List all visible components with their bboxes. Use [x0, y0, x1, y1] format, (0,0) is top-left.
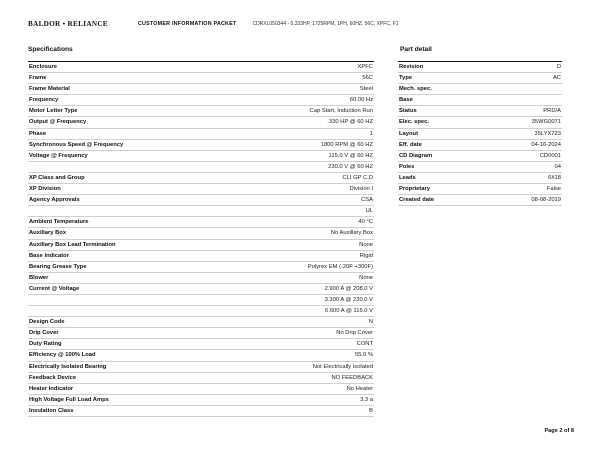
- row-value: Polyrex EM (-20F +300F): [232, 261, 374, 272]
- row-label: [28, 161, 232, 172]
- row-label: Blower: [28, 272, 232, 283]
- row-label: Drip Cover: [28, 328, 232, 339]
- table-row: [398, 106, 562, 117]
- row-value: UL: [232, 206, 374, 217]
- row-value: 55.0 %: [232, 350, 374, 361]
- page-number: Page 2 of 8: [544, 428, 574, 434]
- row-value: Steel: [232, 84, 374, 95]
- row-value: No Heater: [232, 383, 374, 394]
- row-label: Created date: [398, 195, 487, 206]
- row-label: Efficiency @ 100% Load: [28, 350, 232, 361]
- row-value: No Auxillary Box: [232, 228, 374, 239]
- row-label: Enclosure: [28, 62, 232, 73]
- table-row: [28, 339, 374, 350]
- table-row: [28, 84, 374, 95]
- row-label: CD Diagram: [398, 150, 487, 161]
- table-row: [28, 195, 374, 206]
- row-value: 04: [487, 161, 562, 172]
- row-value: None: [232, 272, 374, 283]
- row-value: XPFC: [232, 62, 374, 73]
- row-value: 3.300 A @ 230.0 V: [232, 294, 374, 305]
- table-row: [398, 184, 562, 195]
- table-row: [28, 228, 374, 239]
- row-value: 3.3 a: [232, 394, 374, 405]
- row-label: Base Indicator: [28, 250, 232, 261]
- row-value: Rigid: [232, 250, 374, 261]
- row-value: 6#18: [487, 172, 562, 183]
- row-label: Frame Material: [28, 84, 232, 95]
- row-value: 230.0 V @ 60 HZ: [232, 161, 374, 172]
- table-row: [28, 62, 374, 73]
- table-row: [28, 95, 374, 106]
- table-row: [398, 62, 562, 73]
- part-detail-table: [398, 61, 562, 206]
- row-label: Heater Indicator: [28, 383, 232, 394]
- document-subtitle: CDRXL050344 - 0.333HP, 1725RPM, 1PH, 60HZ, 56C, XPFC, F1: [252, 21, 399, 27]
- document-title: CUSTOMER INFORMATION PACKET: [137, 21, 237, 27]
- row-label: Synchronous Speed @ Frequency: [28, 139, 232, 150]
- row-value: 1800 RPM @ 60 HZ: [232, 139, 374, 150]
- row-label: Auxillary Box: [28, 228, 232, 239]
- row-label: Proprietary: [398, 184, 487, 195]
- part-detail-title: Part detail: [400, 46, 432, 53]
- row-label: Auxillary Box Lead Termination: [28, 239, 232, 250]
- table-row: [28, 306, 374, 317]
- table-row: [28, 294, 374, 305]
- row-label: Ambient Temperature: [28, 217, 232, 228]
- table-row: [398, 195, 562, 206]
- table-row: [28, 184, 374, 195]
- row-value: Cap Start, Induction Run: [232, 106, 374, 117]
- row-value: 40 °C: [232, 217, 374, 228]
- row-value: 1: [232, 128, 374, 139]
- specifications-table: [28, 61, 374, 417]
- row-value: PRD/A: [487, 106, 562, 117]
- row-label: Eff. date: [398, 139, 487, 150]
- table-row: [398, 139, 562, 150]
- table-row: [28, 361, 374, 372]
- row-label: Design Code: [28, 317, 232, 328]
- table-row: [28, 405, 374, 416]
- row-value: B: [232, 405, 374, 416]
- row-label: Mech. spec.: [398, 84, 487, 95]
- row-value: 08-08-2019: [487, 195, 562, 206]
- row-label: XP Class and Group: [28, 172, 232, 183]
- row-label: Leads: [398, 172, 487, 183]
- table-row: [28, 272, 374, 283]
- row-value: 35WG0071: [487, 117, 562, 128]
- row-value: 56C: [232, 73, 374, 84]
- table-row: [28, 383, 374, 394]
- row-value: CONT: [232, 339, 374, 350]
- row-label: Base: [398, 95, 487, 106]
- row-label: High Voltage Full Load Amps: [28, 394, 232, 405]
- row-value: [487, 84, 562, 95]
- row-value: 60.00 Hz: [232, 95, 374, 106]
- table-row: [398, 150, 562, 161]
- table-row: [398, 161, 562, 172]
- row-value: AC: [487, 73, 562, 84]
- row-label: Poles: [398, 161, 487, 172]
- page-header: [28, 18, 580, 30]
- row-value: False: [487, 184, 562, 195]
- table-row: [398, 172, 562, 183]
- row-value: 115.0 V @ 60 HZ: [232, 150, 374, 161]
- table-row: [28, 206, 374, 217]
- row-label: Bearing Grease Type: [28, 261, 232, 272]
- row-label: [28, 294, 232, 305]
- row-label: Current @ Voltage: [28, 283, 232, 294]
- table-row: [398, 95, 562, 106]
- row-label: Insulation Class: [28, 405, 232, 416]
- row-value: Not Electrically Isolated: [232, 361, 374, 372]
- table-row: [28, 250, 374, 261]
- row-label: Duty Rating: [28, 339, 232, 350]
- table-row: [398, 73, 562, 84]
- row-label: Motor Letter Type: [28, 106, 232, 117]
- table-row: [28, 150, 374, 161]
- row-value: N: [232, 317, 374, 328]
- row-value: None: [232, 239, 374, 250]
- row-value: D: [487, 62, 562, 73]
- table-row: [28, 283, 374, 294]
- table-row: [28, 161, 374, 172]
- row-label: Voltage @ Frequency: [28, 150, 232, 161]
- table-row: [28, 217, 374, 228]
- table-row: [28, 106, 374, 117]
- table-row: [28, 128, 374, 139]
- row-value: NO FEEDBACK: [232, 372, 374, 383]
- table-row: [28, 317, 374, 328]
- row-label: Elec. spec.: [398, 117, 487, 128]
- specifications-title: Specifications: [28, 46, 73, 53]
- table-row: [28, 139, 374, 150]
- row-label: XP Division: [28, 184, 232, 195]
- row-value: 04-16-2024: [487, 139, 562, 150]
- row-label: [28, 306, 232, 317]
- table-row: [398, 128, 562, 139]
- row-label: Agency Approvals: [28, 195, 232, 206]
- row-label: Phase: [28, 128, 232, 139]
- table-row: [28, 172, 374, 183]
- row-value: CSA: [232, 195, 374, 206]
- table-row: [28, 73, 374, 84]
- brand-logo: BALDOR • RELIANCE: [28, 20, 108, 28]
- row-label: [28, 206, 232, 217]
- row-label: Feedback Device: [28, 372, 232, 383]
- row-label: Type: [398, 73, 487, 84]
- table-row: [28, 117, 374, 128]
- row-value: Division I: [232, 184, 374, 195]
- table-row: [28, 239, 374, 250]
- row-label: Layout: [398, 128, 487, 139]
- table-row: [28, 328, 374, 339]
- row-value: 2.900 A @ 208.0 V: [232, 283, 374, 294]
- row-value: 6.600 A @ 115.0 V: [232, 306, 374, 317]
- row-label: Electrically Isolated Bearing: [28, 361, 232, 372]
- row-label: Frequency: [28, 95, 232, 106]
- table-row: [398, 84, 562, 95]
- row-label: Status: [398, 106, 487, 117]
- row-label: Output @ Frequency: [28, 117, 232, 128]
- table-row: [398, 117, 562, 128]
- table-row: [28, 261, 374, 272]
- row-label: Revision: [398, 62, 487, 73]
- row-value: 35LYX723: [487, 128, 562, 139]
- table-row: [28, 394, 374, 405]
- row-label: Frame: [28, 73, 232, 84]
- row-value: .330 HP @ 60 HZ: [232, 117, 374, 128]
- row-value: No Drip Cover: [232, 328, 374, 339]
- table-row: [28, 350, 374, 361]
- row-value: CD0001: [487, 150, 562, 161]
- row-value: [487, 95, 562, 106]
- row-value: CLI GP C,D: [232, 172, 374, 183]
- table-row: [28, 372, 374, 383]
